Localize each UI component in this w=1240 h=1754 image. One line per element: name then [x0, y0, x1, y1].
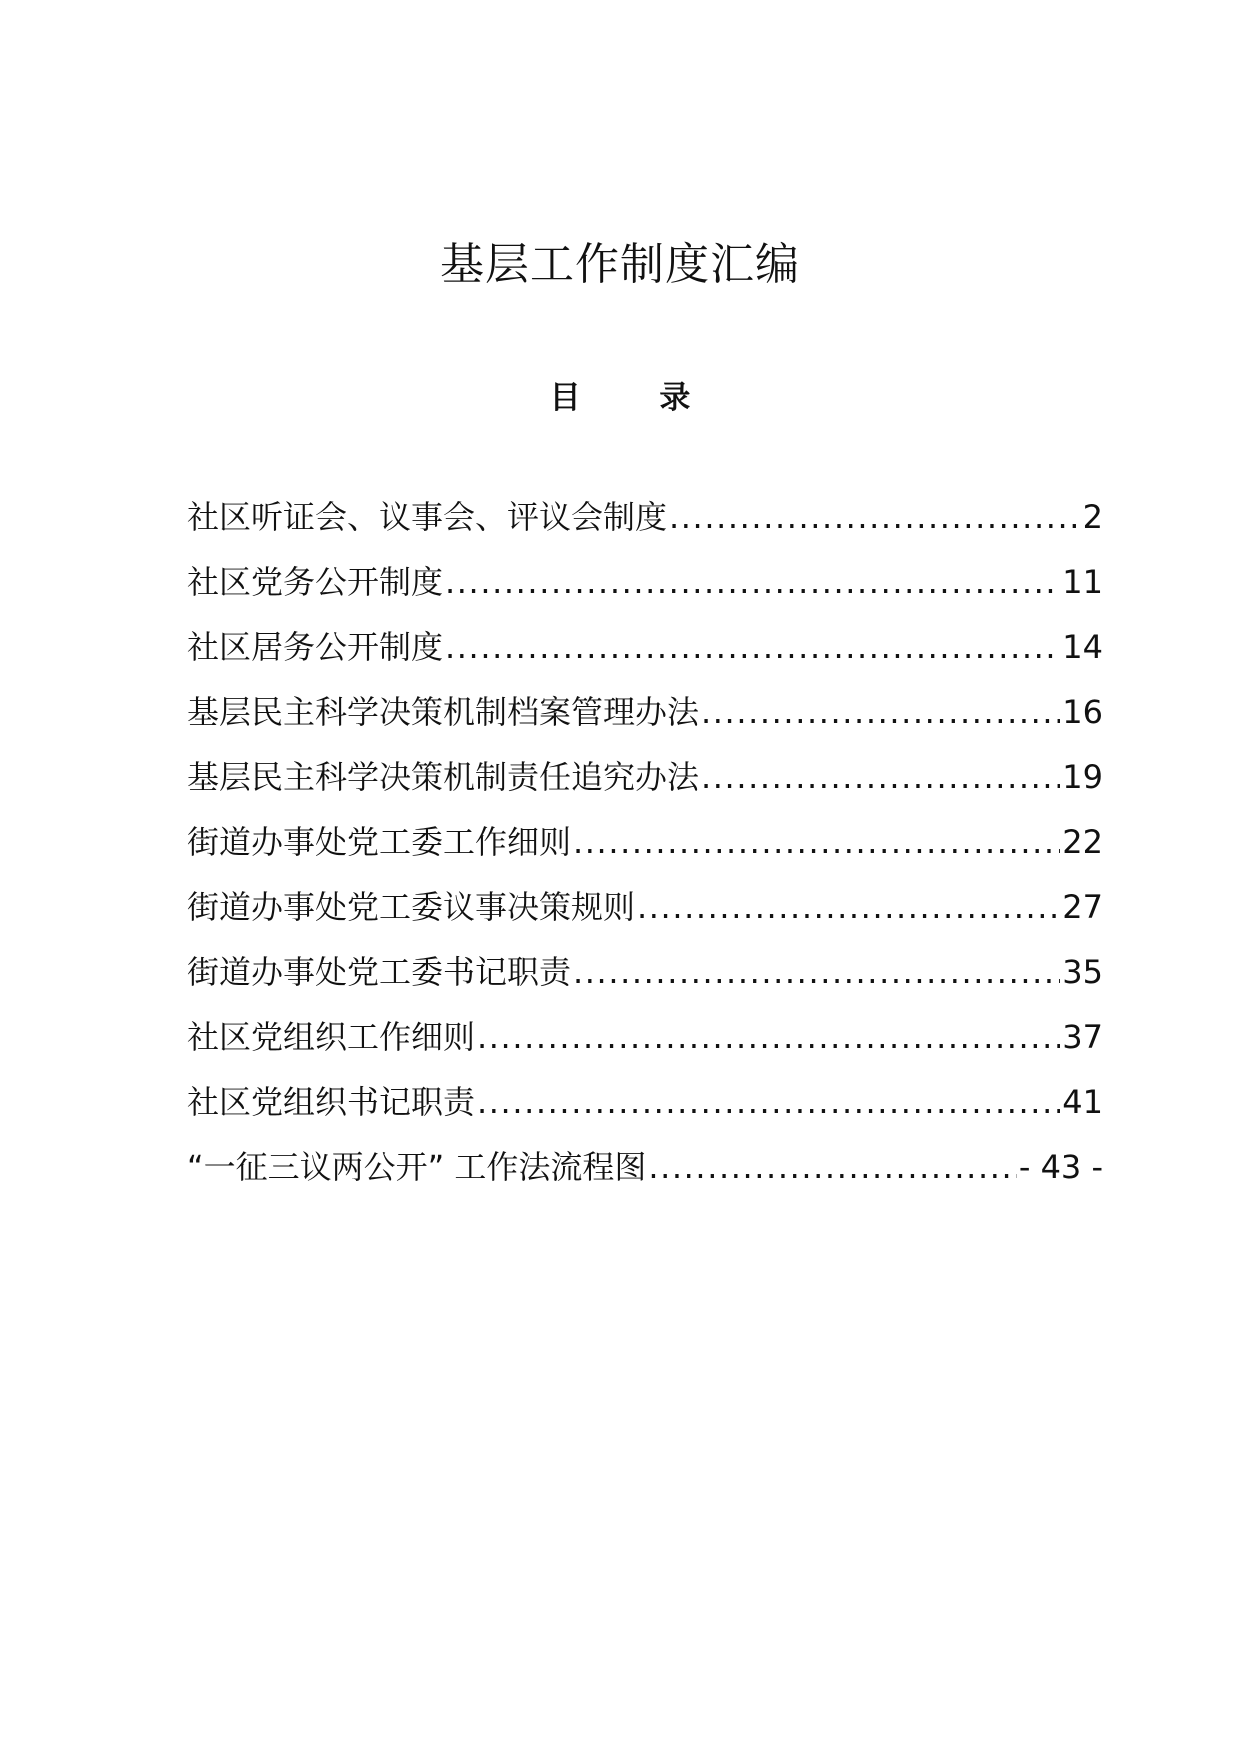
toc-dot-leader [445, 625, 1060, 669]
toc-entry-title: “一征三议两公开” 工作法流程图 [187, 1148, 647, 1186]
toc-entry-page: 19 [1062, 758, 1103, 796]
toc-entry-title: 社区党组织工作细则 [187, 1018, 476, 1056]
document-title: 基层工作制度汇编 [440, 239, 800, 290]
toc-entry[interactable] [187, 1015, 1103, 1080]
toc-dot-leader [701, 690, 1060, 734]
toc-dot-leader [701, 755, 1060, 799]
toc-entry[interactable] [187, 690, 1103, 755]
toc-heading: 目 录 [549, 380, 725, 416]
toc-entry-page: 27 [1062, 888, 1103, 926]
toc-dot-leader [477, 1080, 1060, 1124]
toc-entry-title: 基层民主科学决策机制档案管理办法 [187, 693, 700, 731]
toc-dot-leader [445, 560, 1060, 604]
toc-entry-title: 社区听证会、议事会、评议会制度 [187, 498, 668, 536]
toc-entry[interactable] [187, 885, 1103, 950]
toc-entry-title: 社区党组织书记职责 [187, 1083, 476, 1121]
toc-entry[interactable] [187, 495, 1103, 560]
toc-entry-title: 街道办事处党工委工作细则 [187, 823, 572, 861]
toc-entry[interactable] [187, 625, 1103, 690]
toc-dot-leader [477, 1015, 1060, 1059]
toc-entry-title: 街道办事处党工委议事决策规则 [187, 888, 636, 926]
toc-entry[interactable] [187, 560, 1103, 625]
toc-entry-page: 37 [1062, 1018, 1103, 1056]
toc-entry[interactable] [187, 755, 1103, 820]
toc-dot-leader [637, 885, 1060, 929]
toc-entry-page: 35 [1062, 953, 1103, 991]
toc-entry-page: 2 [1082, 498, 1103, 536]
toc-entry[interactable] [187, 1080, 1103, 1145]
toc-dot-leader [573, 950, 1060, 994]
toc-entry-title: 街道办事处党工委书记职责 [187, 953, 572, 991]
toc-entry-title: 社区居务公开制度 [187, 628, 444, 666]
toc-entry-title: 基层民主科学决策机制责任追究办法 [187, 758, 700, 796]
toc-dot-leader [669, 495, 1081, 539]
toc-entry-page: 22 [1062, 823, 1103, 861]
toc-entry-page: 14 [1062, 628, 1103, 666]
toc-entry[interactable] [187, 1145, 1103, 1210]
toc-entry-page: 16 [1062, 693, 1103, 731]
toc-entry[interactable] [187, 820, 1103, 885]
toc-entry-page: - 43 - [1018, 1148, 1103, 1186]
toc-entry-page: 11 [1062, 563, 1103, 601]
toc-entry-title: 社区党务公开制度 [187, 563, 444, 601]
toc-dot-leader [648, 1145, 1017, 1189]
toc-dot-leader [573, 820, 1060, 864]
toc-entry[interactable] [187, 950, 1103, 1015]
table-of-contents [187, 495, 1103, 1210]
toc-entry-page: 41 [1062, 1083, 1103, 1121]
